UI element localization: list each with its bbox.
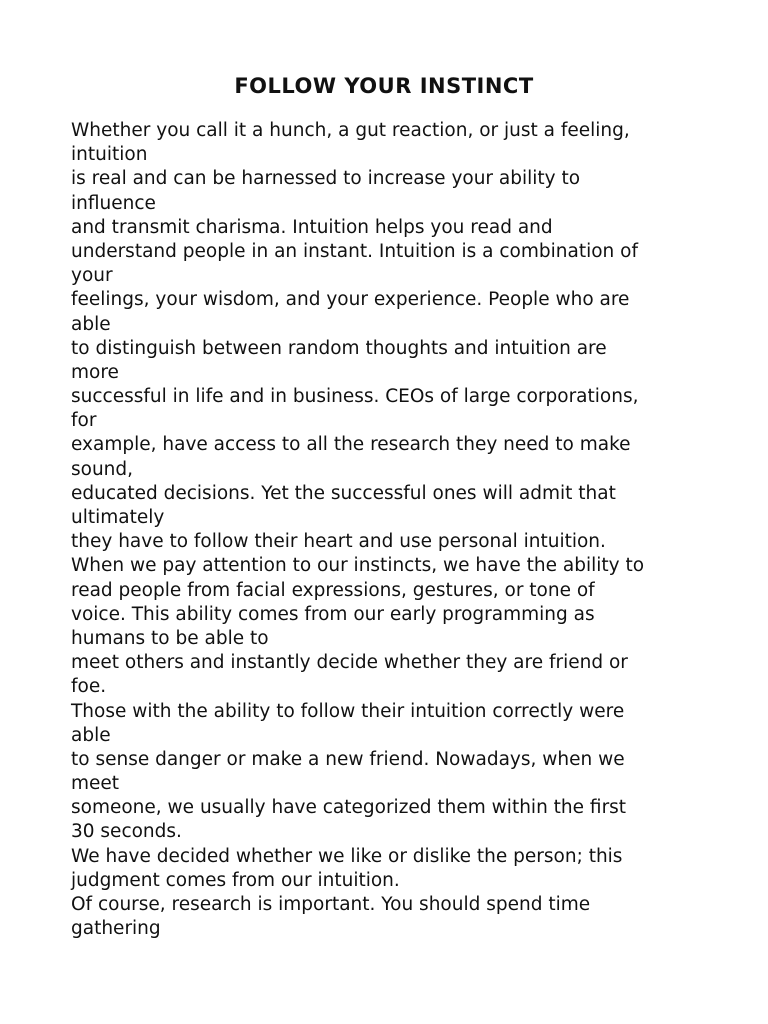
body-line: meet others and instantly decide whether they are friend or bbox=[71, 652, 628, 674]
body-line: sound, bbox=[71, 458, 134, 480]
body-line: for bbox=[71, 410, 97, 432]
body-line: understand people in an instant. Intuition is a combination of bbox=[71, 240, 638, 262]
document-body bbox=[71, 119, 731, 941]
body-line: voice. This ability comes from our early programming as bbox=[71, 603, 595, 625]
body-line: your bbox=[71, 265, 113, 287]
body-line: more bbox=[71, 361, 119, 383]
body-line: to sense danger or make a new friend. Nowadays, when we bbox=[71, 748, 625, 770]
body-line: able bbox=[71, 724, 111, 746]
body-line: and transmit charisma. Intuition helps you read and bbox=[71, 216, 553, 238]
body-line: educated decisions. Yet the successful ones will admit that bbox=[71, 482, 616, 504]
body-line: gathering bbox=[71, 918, 161, 940]
body-line: successful in life and in business. CEOs of large corporations, bbox=[71, 386, 639, 408]
body-line: judgment comes from our intuition. bbox=[71, 869, 400, 891]
body-line: to distinguish between random thoughts and intuition are bbox=[71, 337, 607, 359]
body-line: they have to follow their heart and use personal intuition. bbox=[71, 531, 606, 553]
body-line: We have decided whether we like or dislike the person; this bbox=[71, 845, 623, 867]
body-line: meet bbox=[71, 773, 120, 795]
body-line: Of course, research is important. You should spend time bbox=[71, 894, 591, 915]
body-line: Those with the ability to follow their intuition correctly were bbox=[71, 700, 625, 722]
body-line: When we pay attention to our instincts, we have the ability to bbox=[71, 555, 645, 577]
body-line: feelings, your wisdom, and your experience. People who are bbox=[71, 289, 630, 311]
body-line: ultimately bbox=[71, 507, 165, 528]
body-line: is real and can be harnessed to increase your ability to bbox=[71, 168, 581, 190]
body-line: Whether you call it a hunch, a gut reaction, or just a feeling, bbox=[71, 120, 630, 141]
body-line: someone, we usually have categorized them within the first bbox=[71, 797, 627, 819]
body-line: able bbox=[71, 313, 111, 335]
body-line: intuition bbox=[71, 144, 148, 166]
body-line: humans to be able to bbox=[71, 627, 269, 649]
document-title: FOLLOW YOUR INSTINCT bbox=[234, 74, 534, 98]
body-line: influence bbox=[71, 192, 156, 214]
body-line: read people from facial expressions, gestures, or tone of bbox=[71, 579, 595, 601]
body-line: foe. bbox=[71, 676, 107, 698]
body-line: 30 seconds. bbox=[71, 821, 182, 843]
body-line: example, have access to all the research they need to make bbox=[71, 434, 631, 456]
